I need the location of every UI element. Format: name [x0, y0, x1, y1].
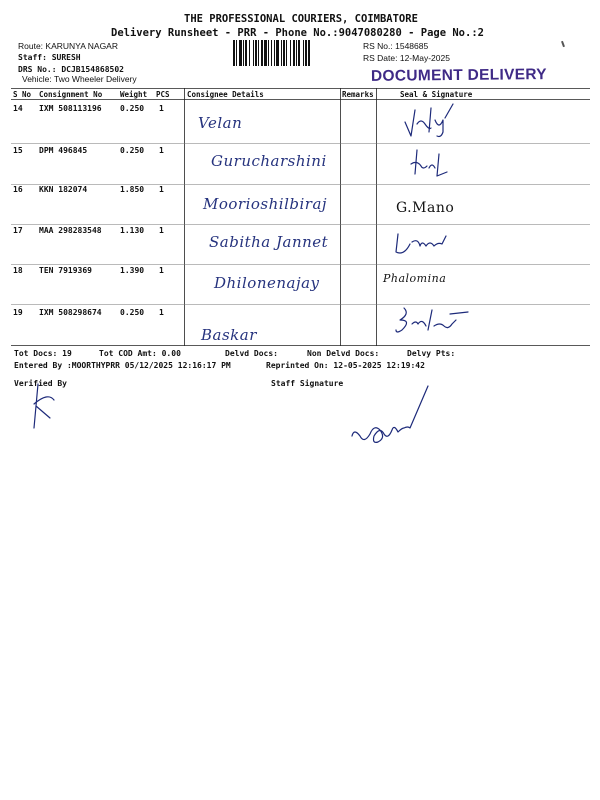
row-consignment: TEN 7919369 — [39, 266, 92, 275]
row-pcs: 1 — [159, 146, 164, 155]
row-pcs: 1 — [159, 266, 164, 275]
vehicle-label: Vehicle: Two Wheeler Delivery — [22, 74, 137, 84]
barcode — [232, 40, 354, 66]
staff-signature — [348, 384, 438, 454]
row-weight: 1.130 — [120, 226, 145, 235]
verifier-signature — [26, 382, 66, 432]
col-header-seal: Seal & Signature — [400, 90, 473, 99]
row-weight: 0.250 — [120, 146, 145, 155]
row-consignment: IXM 508298674 — [39, 308, 102, 317]
row-seal-name: Phalomina — [383, 272, 447, 285]
delivered-docs: Delvd Docs: — [225, 349, 278, 358]
col-header-sno: S No — [13, 90, 32, 99]
row-consignee-name: Moorioshilbiraj — [203, 195, 328, 213]
row-consignment: KKN 182074 — [39, 185, 88, 194]
staff-label: Staff: SURESH — [18, 53, 81, 62]
row-weight: 0.250 — [120, 104, 145, 113]
barcode-graphic — [232, 40, 354, 66]
reprinted-on: Reprinted On: 12-05-2025 12:19:42 — [266, 361, 425, 370]
route-label: Route: KARUNYA NAGAR — [18, 41, 118, 51]
entered-by: Entered By :MOORTHYPRR 05/12/2025 12:16:17 PM — [14, 361, 231, 370]
row-sno: 16 — [13, 185, 23, 194]
row-consignment: DPM 496845 — [39, 146, 88, 155]
row-pcs: 1 — [159, 185, 164, 194]
row-weight: 1.390 — [120, 266, 145, 275]
col-header-remarks: Remarks — [342, 90, 374, 99]
row-sno: 19 — [13, 308, 23, 317]
total-cod-amount: Tot COD Amt: 0.00 — [99, 349, 181, 358]
company-title: THE PROFESSIONAL COURIERS, COIMBATORE — [184, 13, 418, 25]
col-header-weight: Weight — [120, 90, 148, 99]
row-sno: 17 — [13, 226, 23, 235]
signature-row-15 — [409, 146, 459, 186]
row-consignee-name: Velan — [198, 114, 243, 132]
row-seal-name: G.Mano — [396, 200, 455, 216]
signature-row-19 — [394, 304, 474, 340]
non-delivered-docs: Non Delvd Docs: — [307, 349, 380, 358]
row-consignee-name: Baskar — [201, 326, 257, 344]
signature-row-14 — [401, 102, 471, 142]
col-header-pcs: PCS — [156, 90, 170, 99]
row-consignment: MAA 298283548 — [39, 226, 102, 235]
row-consignment: IXM 508113196 — [39, 104, 102, 113]
row-pcs: 1 — [159, 104, 164, 113]
row-weight: 1.850 — [120, 185, 145, 194]
rs-date: RS Date: 12-May-2025 — [363, 53, 450, 63]
runsheet-table — [11, 88, 590, 346]
row-pcs: 1 — [159, 226, 164, 235]
row-pcs: 1 — [159, 308, 164, 317]
col-header-consignment: Consignment No — [39, 90, 103, 99]
row-weight: 0.250 — [120, 308, 145, 317]
signature-row-17 — [394, 228, 464, 258]
row-consignee-name: Sabitha Jannet — [209, 233, 329, 251]
document-delivery-stamp: DOCUMENT DELIVERY — [370, 66, 547, 85]
verified-by-label: Verified By — [14, 379, 67, 388]
row-sno: 15 — [13, 146, 23, 155]
row-consignee-name: Dhilonenajay — [214, 274, 320, 292]
col-header-consignee: Consignee Details — [187, 90, 264, 99]
row-consignee-name: Gurucharshini — [211, 152, 327, 170]
runsheet-title: Delivery Runsheet - PRR - Phone No.:9047080280 - Page No.:2 — [111, 27, 484, 39]
delivery-points: Delvy Pts: — [407, 349, 456, 358]
drs-number: DRS No.: DCJB154868502 — [18, 65, 124, 74]
total-docs: Tot Docs: 19 — [14, 349, 72, 358]
staff-signature-label: Staff Signature — [271, 379, 344, 388]
corner-mark — [561, 41, 565, 47]
row-sno: 18 — [13, 266, 23, 275]
row-sno: 14 — [13, 104, 23, 113]
rs-number: RS No.: 1548685 — [363, 41, 429, 51]
